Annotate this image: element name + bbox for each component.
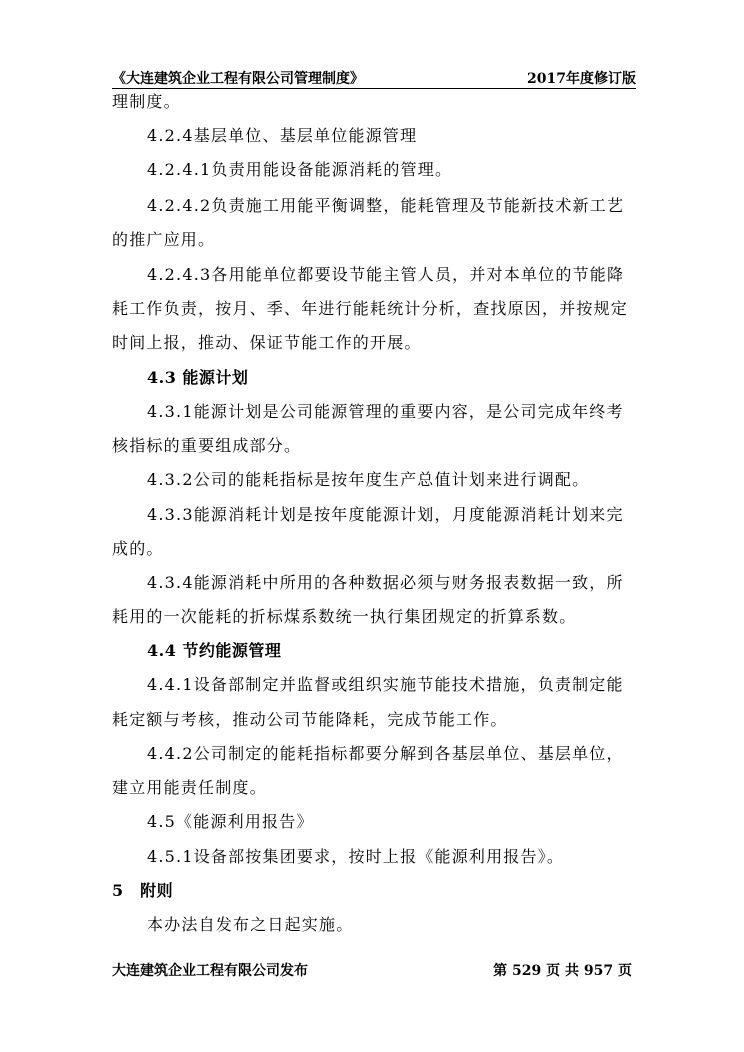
body-line: 理制度。 [112,92,181,111]
header-edition: 2017年度修订版 [527,71,636,87]
body-line: 的推广应用。 [112,230,216,249]
body-line: 耗定额与考核，推动公司节能降耗，完成节能工作。 [112,710,508,729]
body-line: 4.3.1能源计划是公司能源管理的重要内容，是公司完成年终考 [147,402,624,421]
footer-publisher: 大连建筑企业工程有限公司发布 [112,963,308,979]
body-line: 4.2.4.1负责用能设备能源消耗的管理。 [147,160,453,179]
body-line: 建立用能责任制度。 [112,778,267,797]
body-line: 耗工作负责，按月、季、年进行能耗统计分析，查找原因，并按规定 [112,299,629,318]
footer-page-info: 第 529 页 共 957 页 [493,963,632,979]
body-line: 4.3.4能源消耗中所用的各种数据必须与财务报表数据一致，所 [147,573,624,592]
body-line: 4.3.2公司的能耗指标是按年度生产总值计划来进行调配。 [147,470,590,489]
body-line: 4.5.1设备部按集团要求，按时上报《能源利用报告》。 [147,847,565,866]
page-header [112,66,636,89]
body-line: 4.3.3能源消耗计划是按年度能源计划，月度能源消耗计划来完 [147,505,624,524]
body-line: 耗用的一次能耗的折标煤系数统一执行集团规定的折算系数。 [112,607,577,626]
section-heading: 4.2.4基层单位、基层单位能源管理 [147,126,418,145]
body-line: 时间上报，推动、保证节能工作的开展。 [112,333,422,352]
body-line: 成的。 [112,539,164,558]
body-line: 核指标的重要组成部分。 [112,436,302,455]
section-heading: 4.5《能源利用报告》 [147,812,314,831]
body-line: 4.2.4.3各用能单位都要设节能主管人员，并对本单位的节能降 [147,265,625,284]
header-title: 《大连建筑企业工程有限公司管理制度》 [112,71,364,87]
section-heading: 4.4 节约能源管理 [147,641,282,660]
body-line: 4.4.1设备部制定并监督或组织实施节能技术措施，负责制定能 [147,675,624,694]
chapter-heading: 5 附则 [112,881,174,900]
body-line: 4.4.2公司制定的能耗指标都要分解到各基层单位、基层单位， [147,744,624,763]
body-line: 本办法自发布之日起实施。 [147,915,354,934]
page-footer [112,960,632,980]
section-heading: 4.3 能源计划 [147,368,249,387]
body-line: 4.2.4.2负责施工用能平衡调整，能耗管理及节能新技术新工艺 [147,196,625,215]
